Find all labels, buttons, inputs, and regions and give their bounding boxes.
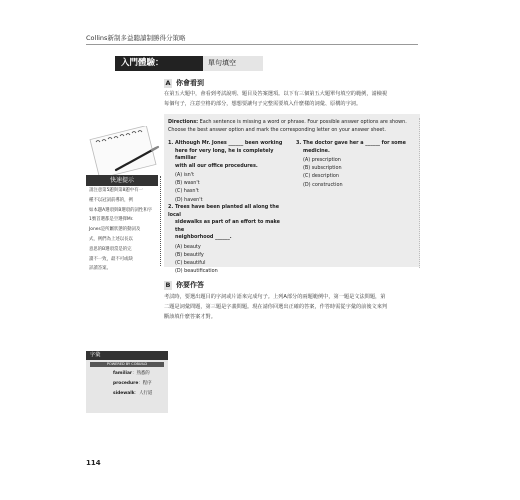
- part-a-heading: [164, 78, 204, 88]
- part-b-badge: B: [165, 281, 171, 289]
- notepad-pen-icon: [86, 126, 162, 176]
- part-b-line: 考試時，要選出題目的字詞或片語來完成句子。上列A部分的兩題範例中，第一題是文法問題，第: [164, 294, 386, 300]
- directions-label: Directions:: [168, 119, 199, 125]
- page-number: 114: [86, 459, 101, 467]
- option: (C) beautiful: [175, 259, 206, 266]
- option: (D) construction: [303, 181, 343, 188]
- directions-line: Choose the best answer option and mark the corresponding letter on your answer sheet.: [168, 126, 386, 133]
- question-2-line: 2. Trees have been planted all along the local: [168, 204, 280, 218]
- option: (A) prescription: [303, 157, 341, 163]
- option: (B) wasn't: [175, 180, 200, 187]
- section-title: 入門體驗：: [115, 56, 203, 71]
- directions-line: Each sentence is missing a word or phrase. Four possible answer options are shown.: [198, 119, 407, 125]
- vocab-powered-by: POWERED BY COBUILD: [90, 362, 164, 367]
- quick-tip-line: 式，例們為上述以長以: [89, 236, 133, 242]
- part-a-badge: A: [165, 79, 171, 87]
- quick-tip-line: Jones是所屬狀態的動詞及: [89, 227, 141, 233]
- quick-tip-line: 請注意第5題與第8題中有一: [89, 188, 143, 193]
- part-b-body: [164, 292, 426, 322]
- part-a-body: [164, 89, 426, 109]
- part-a-title: 你會看到: [176, 79, 204, 87]
- vocab-word: familiar: [113, 371, 133, 376]
- part-b-heading: [164, 280, 204, 290]
- option: (C) description: [303, 173, 339, 180]
- section-tag: 單句填空: [203, 56, 263, 71]
- vocab-meaning: 程序: [142, 381, 152, 386]
- part-b-title: 你要作答: [176, 281, 204, 289]
- quick-tip-line: 讀不一致，最不可或缺: [89, 256, 133, 262]
- option: (D) beautification: [175, 268, 218, 275]
- vocab-label: 字彙: [86, 351, 168, 360]
- part-b-line: 斷該填什麼答案才對。: [164, 314, 216, 320]
- quick-tip-line: 如本題A選項與B選項的詞性和字: [89, 207, 153, 213]
- quick-tip-label: 快速提示: [86, 175, 158, 186]
- running-header: Collins新制多益聽讀制勝得分策略: [86, 34, 186, 42]
- question-1-line: here for very long, he is completely familiar: [175, 147, 274, 161]
- quick-tip-line: 意思的B選項當是的完: [89, 246, 132, 252]
- question-2-line: neighborhood ______.: [175, 234, 232, 240]
- vocab-item: procedure：程序: [113, 381, 152, 386]
- part-a-line: 在第五大題中，會看到考試說明、題目及答案選項。以下有三個第五大題單句填空的範例，請檢視: [164, 91, 388, 97]
- quick-tip-line: 1號首選都是空選擇Mr.: [89, 217, 134, 223]
- question-3-line: medicine.: [303, 147, 330, 154]
- quick-tip-line: 詳讀答案。: [89, 266, 111, 272]
- vocab-meaning: 人行道: [139, 391, 153, 396]
- vocab-word: procedure: [113, 381, 139, 386]
- directions: [168, 119, 418, 134]
- part-b-line: 二題是詞彙問題，第三題是字義問題。現在請你回選出正確的答案，作答時需從字彙的前後文來判: [164, 304, 388, 310]
- box-edge-rule: [419, 118, 420, 268]
- question-1-line: with all our office procedures.: [175, 162, 258, 169]
- option: (B) beautify: [175, 251, 204, 258]
- part-a-line: 每個句子，注意空格的部分，想想要讓句子完整需要填入什麼樣的詞彙、原構的字詞。: [164, 101, 362, 107]
- question-3: [296, 140, 416, 189]
- question-1-line: 1. Although Mr. Jones ______ been working: [168, 140, 283, 146]
- vocab-meaning: 熟悉的: [136, 371, 150, 376]
- question-2-line: sidewalks as part of an effort to make the: [175, 219, 280, 233]
- vocab-word: sidewalk: [113, 391, 135, 396]
- quick-tip-text: [89, 186, 156, 274]
- option: (A) beauty: [175, 243, 201, 250]
- question-1: [168, 140, 288, 204]
- header-rule: [86, 44, 418, 45]
- question-2: [168, 204, 288, 275]
- question-3-line: 3. The doctor gave her a ______ for some: [296, 140, 406, 146]
- option: (A) isn't: [175, 172, 194, 178]
- option: (C) hasn't: [175, 188, 199, 195]
- option: (D) haven't: [175, 196, 203, 203]
- quick-tip-line: 種不以冠詞前導的，例: [89, 197, 133, 203]
- option: (B) subscription: [303, 165, 342, 172]
- sidebar-dotted-rule: [160, 176, 161, 266]
- vocab-box: [86, 351, 168, 413]
- vocab-item: sidewalk：人行道: [113, 391, 153, 396]
- vocab-item: familiar：熟悉的: [113, 371, 150, 376]
